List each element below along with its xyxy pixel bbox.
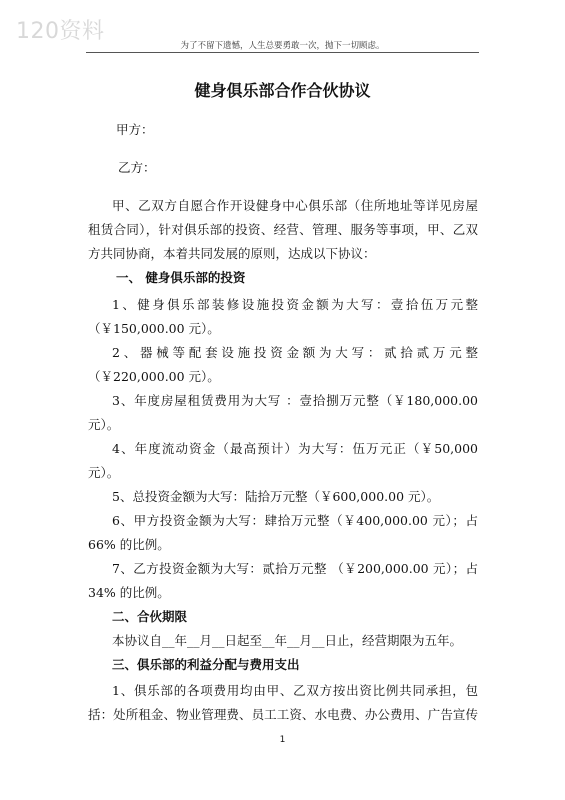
header-divider [86,52,479,53]
item-1-line-2: （￥150,000.00 元）。 [88,321,220,336]
item-4-line-2: 元）。 [88,465,120,480]
item-1-line-1: 1、健身俱乐部装修设施投资金额为大写：壹拾伍万元整 [112,297,478,312]
intro-line-2: 租赁合同），针对俱乐部的投资、经营、管理、服务等事项，甲、乙双 [88,222,478,237]
item-2-line-1: 2、器械等配套设施投资金额为大写：贰拾贰万元整 [112,345,478,360]
item-4-line-1: 4、年度流动资金（最高预计）为大写：伍万元正（￥50,000 [112,441,478,456]
section-3-line-2: 括：处所租金、物业管理费、员工工资、水电费、办公费用、广告宣传 [88,707,478,722]
item-6-line-1: 6、甲方投资金额为大写：肆拾万元整（￥400,000.00 元）；占 [112,513,478,528]
page-number: 1 [279,735,286,745]
item-6-line-2: 66% 的比例。 [88,537,170,552]
item-5-line-1: 5、总投资金额为大写：陆拾万元整（￥600,000.00 元）。 [112,489,440,504]
party-a-label: 甲方： [116,122,154,137]
intro-line-3: 方共同协商，本着共同发展的原则，达成以下协议： [88,246,376,261]
item-3-line-1: 3、年度房屋租赁费用为大写 ：壹拾捌万元整（￥180,000.00 [112,393,478,408]
watermark-logo: 120资料 [16,19,105,44]
section-1-heading: 一、 健身俱乐部的投资 [116,270,246,285]
item-2-line-2: （￥220,000.00 元）。 [88,369,220,384]
section-2-text: 本协议自__年__月__日起至__年__月__日止，经营期限为五年。 [112,633,463,648]
document-title: 健身俱乐部合作合伙协议 [194,81,371,100]
header-motto: 为了不留下遗憾，人生总要勇敢一次，抛下一切顾虑。 [180,41,385,51]
section-2-heading: 二、合伙期限 [112,609,188,624]
item-3-line-2: 元）。 [88,417,120,432]
item-7-line-2: 34% 的比例。 [88,585,170,600]
section-3-line-1: 1、俱乐部的各项费用均由甲、乙双方按出资比例共同承担，包 [112,683,478,698]
item-7-line-1: 7、乙方投资金额为大写：贰拾万元整 （￥200,000.00 元）；占 [112,561,478,576]
party-b-label: 乙方： [118,160,156,175]
intro-line-1: 甲、乙双方自愿合作开设健身中心俱乐部（住所地址等详见房屋 [112,198,478,213]
section-3-heading: 三、俱乐部的利益分配与费用支出 [112,657,300,672]
